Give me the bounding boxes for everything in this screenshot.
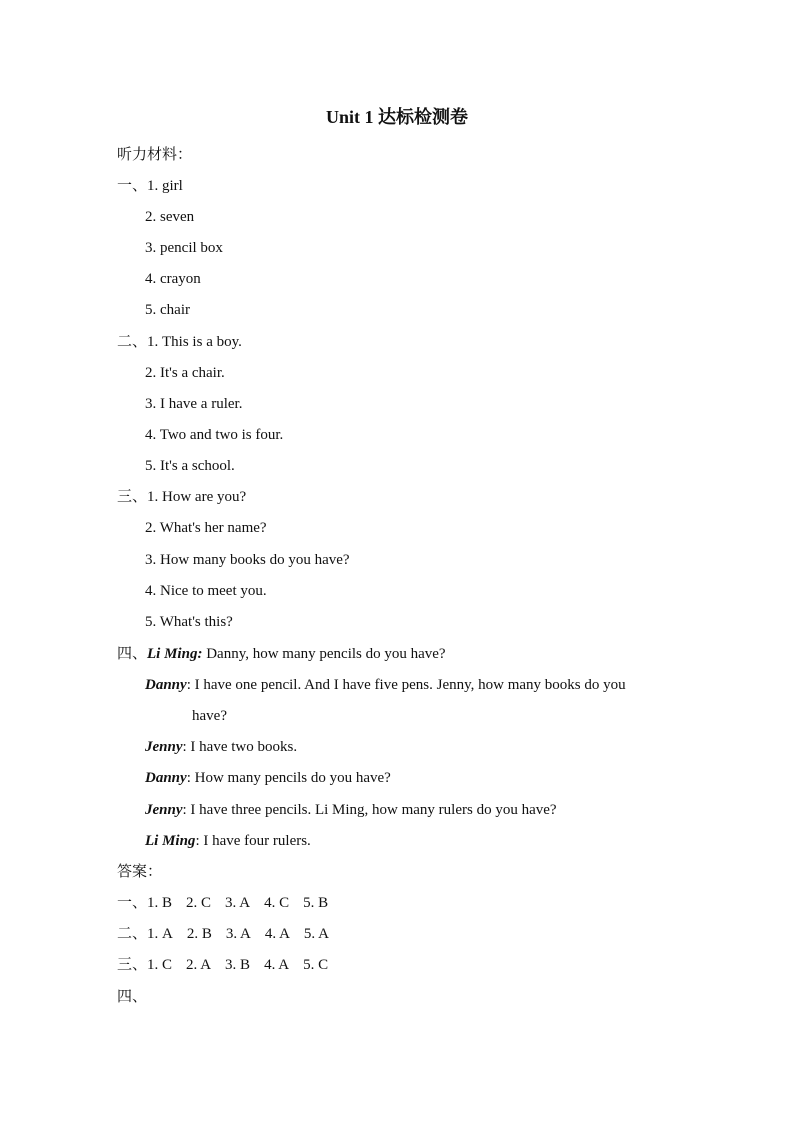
answer-item: 2. B — [186, 926, 212, 942]
dialogue-line — [145, 795, 557, 826]
answer-item: 3. B — [225, 957, 251, 973]
section-prefix: 一、 — [117, 178, 148, 194]
dialogue-text: : I have four rulers. — [195, 833, 311, 849]
dialogue-text: : I have one pencil. And I have five pens. Jenny, how many books do you — [186, 677, 626, 693]
dialogue-text: Danny, how many pencils do you have? — [202, 646, 446, 662]
answer-row — [117, 888, 328, 919]
section1-item: 5. chair — [145, 302, 190, 318]
dialogue-text: : How many pencils do you have? — [186, 770, 391, 786]
section-prefix: 四、 — [117, 646, 148, 662]
answer-item: 5. B — [303, 895, 329, 911]
answer-item: 3. A — [225, 926, 251, 942]
section2-item — [117, 327, 242, 358]
section2-item: 4. Two and two is four. — [145, 427, 284, 443]
section3-item: 5. What's this? — [145, 614, 233, 630]
dialogue-line — [145, 732, 297, 763]
speaker-name: Jenny — [145, 802, 183, 818]
answer-item: 2. A — [186, 957, 212, 973]
speaker-name: Li Ming — [145, 833, 196, 849]
answer-row — [117, 950, 328, 981]
speaker-name: Li Ming: — [147, 646, 203, 662]
item-text: 1. girl — [147, 178, 183, 194]
answer-item: 5. A — [303, 926, 329, 942]
answer-item: 4. A — [264, 926, 290, 942]
answer-item: 5. C — [303, 957, 329, 973]
section-prefix: 二、 — [117, 334, 148, 350]
listening-label: 听力材料： — [117, 147, 193, 163]
section1-item: 2. seven — [145, 209, 195, 225]
dialogue-text: : I have two books. — [182, 739, 298, 755]
dialogue-text: : I have three pencils. Li Ming, how many rulers do you have? — [182, 802, 557, 818]
section3-item — [117, 482, 246, 513]
answer-item: 1. B — [147, 895, 173, 911]
item-text: 1. How are you? — [147, 489, 247, 505]
answer-item: 3. A — [225, 895, 251, 911]
section3-item: 2. What's her name? — [145, 520, 267, 536]
section1-item: 4. crayon — [145, 271, 201, 287]
dialogue-line — [145, 670, 626, 701]
speaker-name: Danny — [145, 770, 187, 786]
answer-item: 4. C — [264, 895, 290, 911]
answer-row: 四、 — [117, 989, 148, 1005]
speaker-name: Danny — [145, 677, 187, 693]
section-prefix: 三、 — [117, 489, 148, 505]
section-prefix: 一、 — [117, 895, 148, 911]
item-text: 1. This is a boy. — [147, 334, 242, 350]
section1-item — [117, 171, 183, 202]
dialogue-line — [145, 826, 311, 857]
speaker-name: Jenny — [145, 739, 183, 755]
section2-item: 3. I have a ruler. — [145, 396, 243, 412]
dialogue-continuation: have? — [192, 708, 227, 724]
answer-row — [117, 919, 329, 950]
section2-item: 2. It's a chair. — [145, 365, 225, 381]
answer-item: 1. C — [147, 957, 173, 973]
section-prefix: 二、 — [117, 926, 148, 942]
page-title: Unit 1 达标检测卷 — [325, 107, 468, 127]
section1-item: 3. pencil box — [145, 240, 223, 256]
dialogue-line — [145, 763, 391, 794]
section3-item: 3. How many books do you have? — [145, 552, 350, 568]
answer-item: 4. A — [264, 957, 290, 973]
section-prefix: 三、 — [117, 957, 148, 973]
answers-label: 答案： — [117, 864, 163, 880]
section2-item: 5. It's a school. — [145, 458, 235, 474]
answer-item: 2. C — [186, 895, 212, 911]
section3-item: 4. Nice to meet you. — [145, 583, 267, 599]
dialogue-line — [117, 639, 446, 670]
answer-item: 1. A — [147, 926, 173, 942]
